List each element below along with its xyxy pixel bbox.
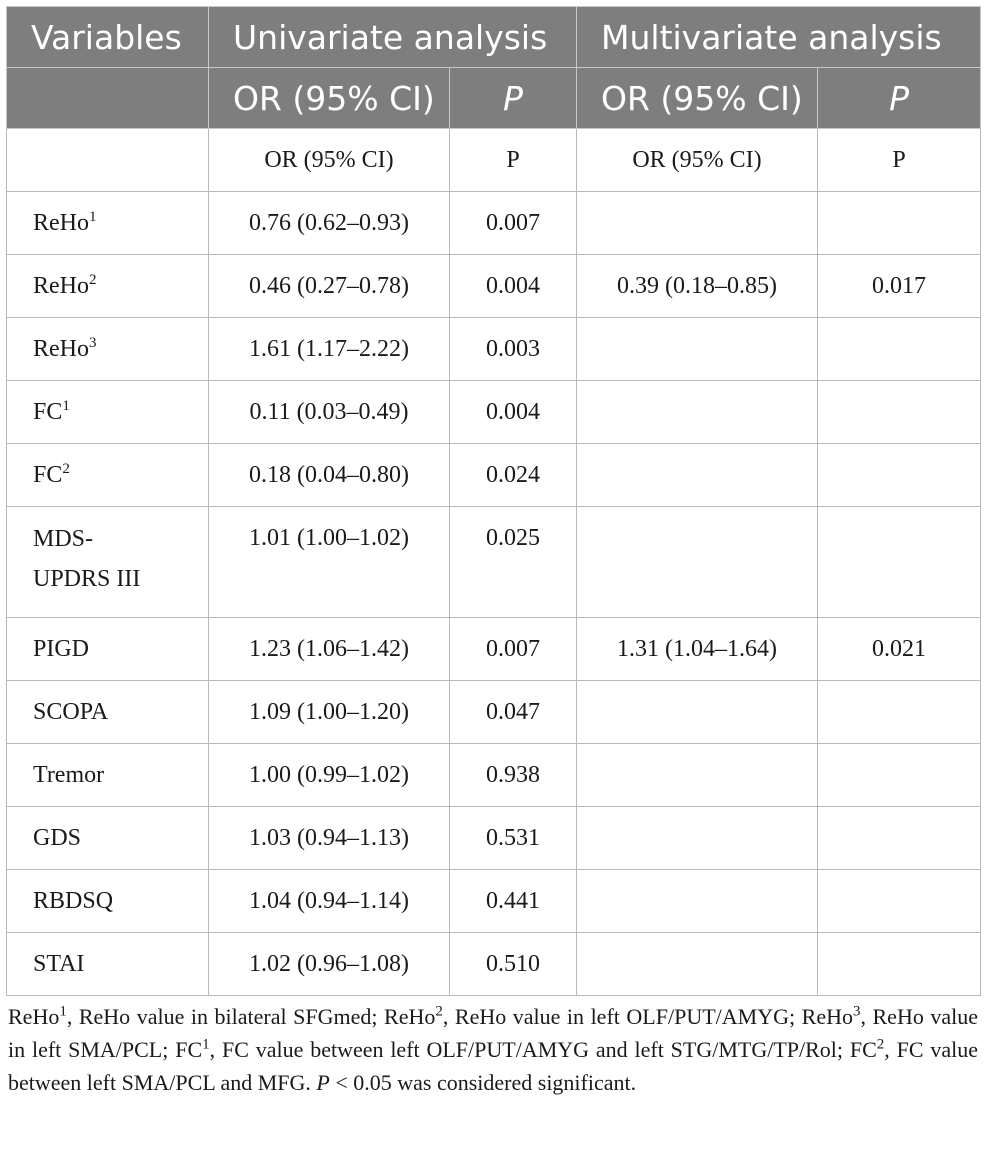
fn-fc1-sup: 1 xyxy=(202,1036,210,1053)
table-row xyxy=(7,744,981,807)
subheader-row xyxy=(7,129,981,192)
cell-uni-p: 0.510 xyxy=(450,933,577,996)
header-row-2 xyxy=(7,68,981,129)
variable-name: RBDSQ xyxy=(33,887,114,914)
cell-uni-p: 0.938 xyxy=(450,744,577,807)
cell-uni-or: 1.01 (1.00–1.02) xyxy=(209,507,450,618)
cell-variable xyxy=(7,744,209,807)
cell-uni-p: 0.024 xyxy=(450,444,577,507)
cell-multi-p xyxy=(818,192,981,255)
cell-uni-or: 0.46 (0.27–0.78) xyxy=(209,255,450,318)
cell-uni-or: 1.09 (1.00–1.20) xyxy=(209,681,450,744)
header-uni-p-text: P xyxy=(503,78,523,118)
cell-variable xyxy=(7,318,209,381)
cell-multi-or xyxy=(577,507,818,618)
cell-variable xyxy=(7,255,209,318)
variable-name: SCOPA xyxy=(33,698,109,725)
cell-variable xyxy=(7,681,209,744)
fn-reho1: ReHo xyxy=(8,1004,60,1029)
cell-uni-or: 0.11 (0.03–0.49) xyxy=(209,381,450,444)
fn-reho3: ReHo xyxy=(801,1004,853,1029)
cell-multi-or xyxy=(577,933,818,996)
cell-uni-p: 0.441 xyxy=(450,870,577,933)
cell-multi-or xyxy=(577,381,818,444)
fn-reho1-sup: 1 xyxy=(59,1003,67,1020)
fn-fc2: FC xyxy=(849,1037,877,1062)
variable-superscript: 3 xyxy=(89,334,97,351)
header-multi-or: OR (95% CI) xyxy=(577,68,818,129)
fn-reho3-desc: , ReHo value in left SMA/PCL; xyxy=(8,1004,979,1062)
cell-multi-or xyxy=(577,318,818,381)
fn-fc1: FC xyxy=(175,1037,203,1062)
variable-superscript: 2 xyxy=(89,271,97,288)
fn-reho1-desc: , ReHo value in bilateral SFGmed; xyxy=(66,1004,385,1029)
fn-reho2: ReHo xyxy=(384,1004,436,1029)
header-uni-or: OR (95% CI) xyxy=(209,68,450,129)
variable-name: FC xyxy=(33,398,63,425)
cell-uni-or: 1.04 (0.94–1.14) xyxy=(209,870,450,933)
table-row xyxy=(7,933,981,996)
cell-multi-p xyxy=(818,381,981,444)
variable-name: GDS xyxy=(33,824,82,851)
cell-multi-or xyxy=(577,744,818,807)
cell-multi-or: 0.39 (0.18–0.85) xyxy=(577,255,818,318)
subheader-multi-or: OR (95% CI) xyxy=(577,129,818,192)
table-footnote xyxy=(8,1000,978,1099)
cell-multi-or xyxy=(577,807,818,870)
cell-variable xyxy=(7,933,209,996)
table-row xyxy=(7,192,981,255)
regression-table xyxy=(6,6,981,996)
results-table-container xyxy=(6,6,980,996)
subheader-multi-p: P xyxy=(818,129,981,192)
cell-multi-p: 0.021 xyxy=(818,618,981,681)
cell-multi-p xyxy=(818,507,981,618)
variable-name: ReHo xyxy=(33,335,89,362)
table-row xyxy=(7,318,981,381)
table-row xyxy=(7,870,981,933)
cell-multi-p xyxy=(818,681,981,744)
table-row xyxy=(7,255,981,318)
cell-multi-p xyxy=(818,870,981,933)
cell-variable xyxy=(7,381,209,444)
cell-variable xyxy=(7,192,209,255)
cell-uni-p: 0.047 xyxy=(450,681,577,744)
variable-name: STAI xyxy=(33,950,85,977)
table-row xyxy=(7,807,981,870)
variable-name: ReHo xyxy=(33,272,89,299)
fn-reho3-sup: 3 xyxy=(852,1003,861,1020)
cell-uni-p: 0.004 xyxy=(450,381,577,444)
header-uni-p xyxy=(450,68,577,129)
variable-name-line2: UPDRS III xyxy=(33,566,141,592)
cell-multi-or xyxy=(577,444,818,507)
header-univariate: Univariate analysis xyxy=(209,7,577,68)
variable-superscript: 1 xyxy=(89,208,97,225)
subheader-uni-p: P xyxy=(450,129,577,192)
cell-uni-p: 0.007 xyxy=(450,618,577,681)
cell-uni-or: 0.18 (0.04–0.80) xyxy=(209,444,450,507)
header-variables: Variables xyxy=(7,7,209,68)
fn-reho2-sup: 2 xyxy=(435,1003,443,1020)
cell-uni-or: 1.00 (0.99–1.02) xyxy=(209,744,450,807)
cell-uni-p: 0.004 xyxy=(450,255,577,318)
table-row xyxy=(7,618,981,681)
table-row xyxy=(7,444,981,507)
fn-fc2-sup: 2 xyxy=(876,1036,885,1053)
cell-variable xyxy=(7,870,209,933)
variable-superscript: 2 xyxy=(62,460,70,477)
table-row xyxy=(7,507,981,618)
cell-multi-or xyxy=(577,681,818,744)
cell-uni-or: 1.02 (0.96–1.08) xyxy=(209,933,450,996)
header-empty xyxy=(7,68,209,129)
cell-uni-p: 0.003 xyxy=(450,318,577,381)
cell-uni-or: 1.03 (0.94–1.13) xyxy=(209,807,450,870)
cell-variable xyxy=(7,807,209,870)
variable-name: MDS- xyxy=(33,526,94,552)
variable-name: Tremor xyxy=(33,761,105,788)
cell-multi-p xyxy=(818,933,981,996)
cell-uni-or: 1.23 (1.06–1.42) xyxy=(209,618,450,681)
cell-uni-or: 0.76 (0.62–0.93) xyxy=(209,192,450,255)
cell-uni-p: 0.007 xyxy=(450,192,577,255)
table-row xyxy=(7,381,981,444)
variable-name: ReHo xyxy=(33,209,89,236)
cell-uni-p: 0.025 xyxy=(450,507,577,618)
cell-variable xyxy=(7,507,209,618)
cell-multi-p xyxy=(818,744,981,807)
cell-multi-or xyxy=(577,192,818,255)
variable-superscript: 1 xyxy=(62,397,70,414)
fn-fc2-desc: , FC value between left SMA/PCL and MFG. xyxy=(8,1037,978,1095)
cell-multi-or: 1.31 (1.04–1.64) xyxy=(577,618,818,681)
subheader-empty xyxy=(7,129,209,192)
cell-multi-or xyxy=(577,870,818,933)
cell-multi-p xyxy=(818,318,981,381)
header-multi-p xyxy=(818,68,981,129)
cell-multi-p xyxy=(818,807,981,870)
subheader-uni-or: OR (95% CI) xyxy=(209,129,450,192)
fn-reho2-desc: , ReHo value in left OLF/PUT/AMYG; xyxy=(442,1004,802,1029)
header-multivariate: Multivariate analysis xyxy=(577,7,981,68)
cell-multi-p: 0.017 xyxy=(818,255,981,318)
header-row-1 xyxy=(7,7,981,68)
cell-multi-p xyxy=(818,444,981,507)
fn-significance: < 0.05 was considered significant. xyxy=(329,1070,637,1095)
cell-uni-p: 0.531 xyxy=(450,807,577,870)
fn-p: P xyxy=(316,1070,330,1095)
fn-fc1-desc: , FC value between left OLF/PUT/AMYG and left STG/MTG/TP/Rol; xyxy=(209,1037,850,1062)
cell-variable xyxy=(7,444,209,507)
table-row xyxy=(7,681,981,744)
variable-name: PIGD xyxy=(33,635,90,662)
cell-variable xyxy=(7,618,209,681)
cell-uni-or: 1.61 (1.17–2.22) xyxy=(209,318,450,381)
header-multi-p-text: P xyxy=(889,78,909,118)
variable-name: FC xyxy=(33,461,63,488)
